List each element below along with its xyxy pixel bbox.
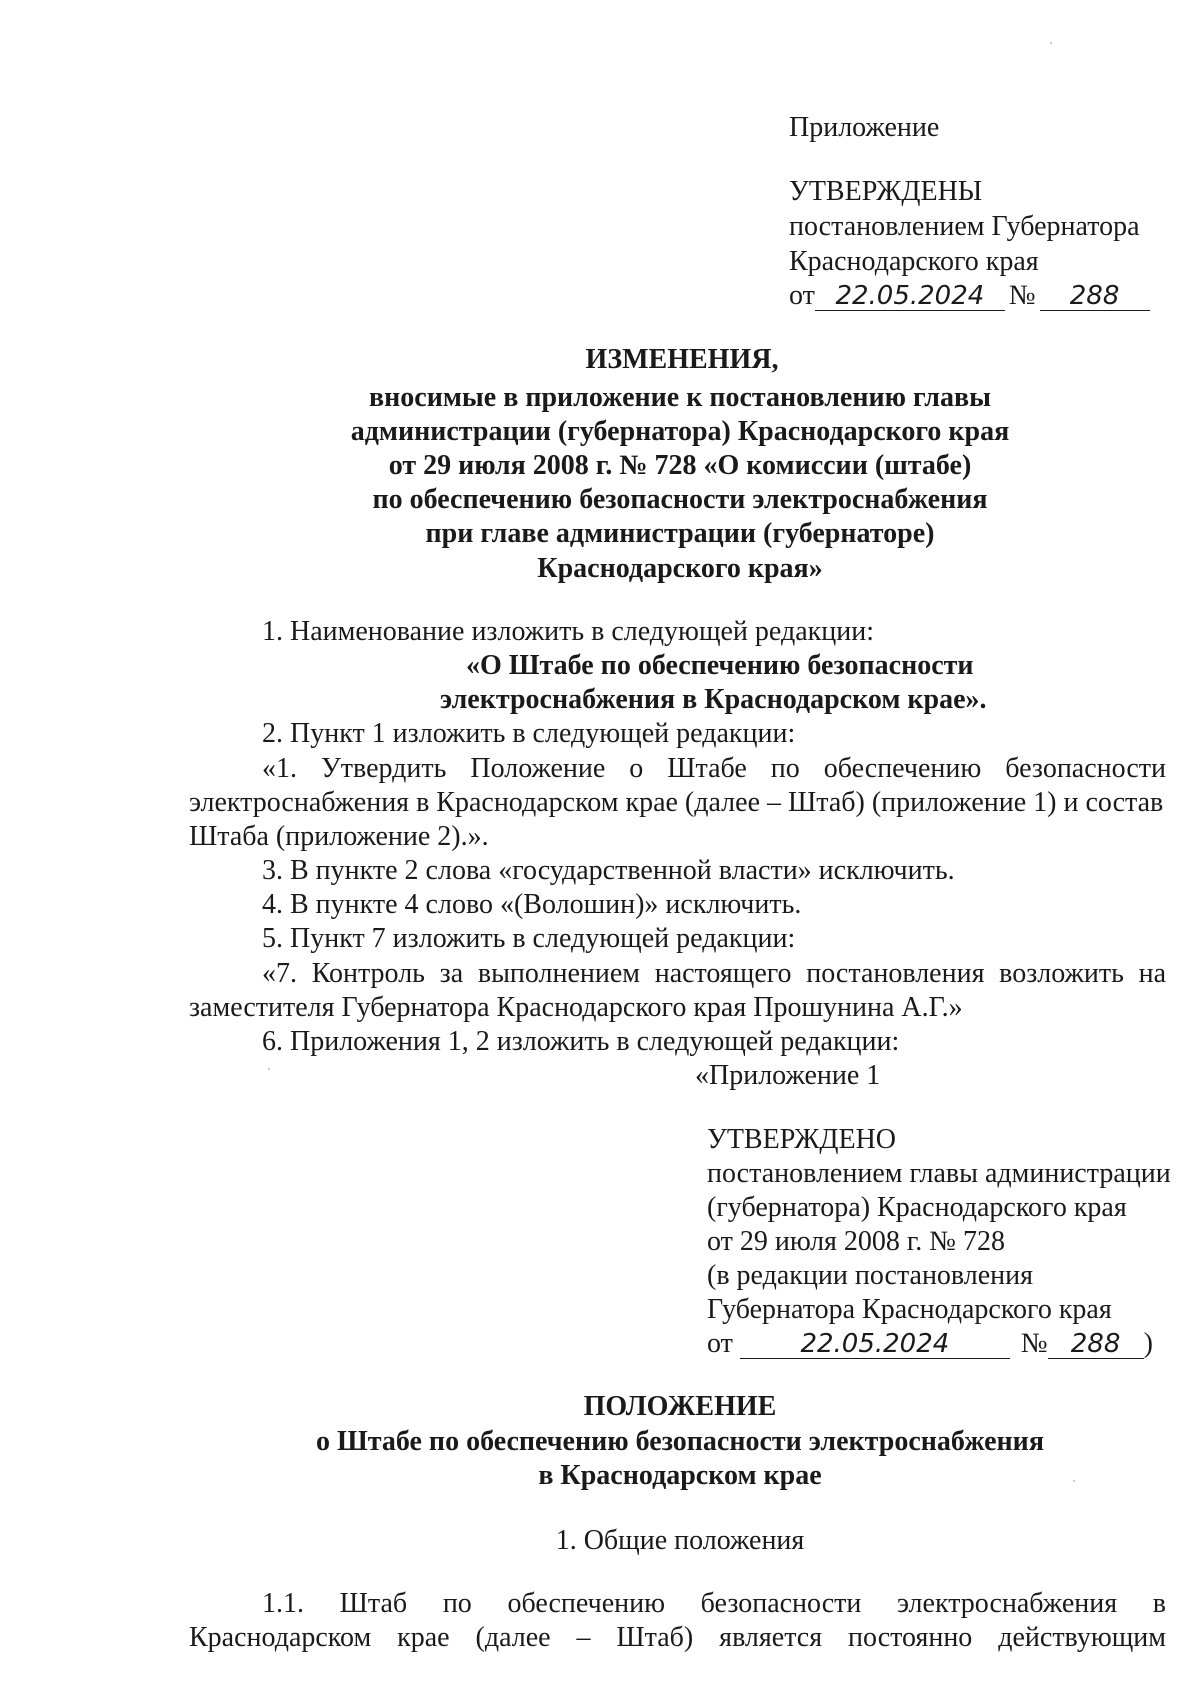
annex1-line-2: (губернатора) Краснодарского края xyxy=(707,1192,1127,1223)
annex1-line-3: от 29 июля 2008 г. № 728 xyxy=(707,1226,1005,1257)
item-3: 3. В пункте 2 слова «государственной власти» исключить. xyxy=(262,855,955,886)
title-line-5: при главе администрации (губернаторе) xyxy=(425,518,935,549)
approved-by-line2: Краснодарского края xyxy=(789,246,1039,277)
date-prefix: от xyxy=(789,280,815,311)
item-2: 2. Пункт 1 изложить в следующей редакции: xyxy=(262,718,796,749)
item-1: 1. Наименование изложить в следующей редакции: xyxy=(262,616,874,647)
item-5-quote-line-2: заместителя Губернатора Краснодарского края Прошунина А.Г.» xyxy=(189,992,963,1023)
number-label: № xyxy=(1008,280,1036,311)
item-2-quote-line-2: электроснабжения в Краснодарском крае (далее – Штаб) (приложение 1) и состав xyxy=(189,787,1164,818)
handwritten-date: 22.05.2024 xyxy=(815,282,1005,311)
scan-speck xyxy=(1073,1480,1075,1482)
item-5: 5. Пункт 7 изложить в следующей редакции: xyxy=(262,923,796,954)
annex1-line-5: Губернатора Краснодарского края xyxy=(707,1294,1112,1325)
item-6: 6. Приложения 1, 2 изложить в следующей редакции: xyxy=(262,1026,900,1057)
handwritten-number: 288 xyxy=(1040,282,1150,311)
annex1-line-4: (в редакции постановления xyxy=(707,1260,1034,1291)
annex1-approved: УТВЕРЖДЕНО xyxy=(707,1124,897,1155)
item-2-quote-line-3: Штаба (приложение 2).». xyxy=(189,821,489,852)
annex-label: Приложение xyxy=(789,112,940,143)
item-2-quote-line-1: «1. Утвердить Положение о Штабе по обеспечению безопасности xyxy=(262,753,1166,784)
approval-date-line xyxy=(789,280,1150,312)
annex1-date-prefix: от xyxy=(707,1328,733,1359)
annex1-number-label: № xyxy=(1020,1328,1048,1359)
annex1-label: «Приложение 1 xyxy=(695,1060,881,1091)
approved-label: УТВЕРЖДЕНЫ xyxy=(789,176,983,207)
annex1-line-1: постановлением главы администрации xyxy=(707,1158,1171,1189)
regulation-sub-line-1: о Штабе по обеспечению безопасности электроснабжения xyxy=(316,1426,1044,1457)
regulation-heading: ПОЛОЖЕНИЕ xyxy=(583,1391,777,1422)
item-4: 4. В пункте 4 слово «(Волошин)» исключить. xyxy=(262,889,802,920)
title-line-2: администрации (губернатора) Краснодарского края xyxy=(350,416,1010,447)
annex1-handwritten-number: 288 xyxy=(1048,1330,1144,1359)
section-1-heading: 1. Общие положения xyxy=(555,1525,805,1556)
para-1-1-line-2: Краснодарском крае (далее – Штаб) является постоянно действующим xyxy=(189,1622,1166,1653)
annex1-date-line xyxy=(707,1328,1153,1360)
scan-speck xyxy=(268,1068,270,1070)
title-heading: ИЗМЕНЕНИЯ, xyxy=(585,344,779,375)
title-line-3: от 29 июля 2008 г. № 728 «О комиссии (штабе) xyxy=(388,450,972,481)
scan-speck xyxy=(1050,42,1052,44)
title-line-4: по обеспечению безопасности электроснабжения xyxy=(372,484,988,515)
annex1-handwritten-date: 22.05.2024 xyxy=(740,1330,1010,1359)
annex1-close-paren: ) xyxy=(1143,1328,1153,1359)
approved-by-line1: постановлением Губернатора xyxy=(789,211,1140,242)
regulation-sub-line-2: в Краснодарском крае xyxy=(538,1460,822,1491)
item-1-quote-line-2: электроснабжения в Краснодарском крае». xyxy=(440,684,987,715)
para-1-1-line-1: 1.1. Штаб по обеспечению безопасности электроснабжения в xyxy=(262,1588,1166,1619)
title-line-6: Краснодарского края» xyxy=(537,553,823,584)
item-1-quote-line-1: «О Штабе по обеспечению безопасности xyxy=(466,650,974,681)
item-5-quote-line-1: «7. Контроль за выполнением настоящего постановления возложить на xyxy=(262,958,1166,989)
title-line-1: вносимые в приложение к постановлению главы xyxy=(369,382,991,413)
